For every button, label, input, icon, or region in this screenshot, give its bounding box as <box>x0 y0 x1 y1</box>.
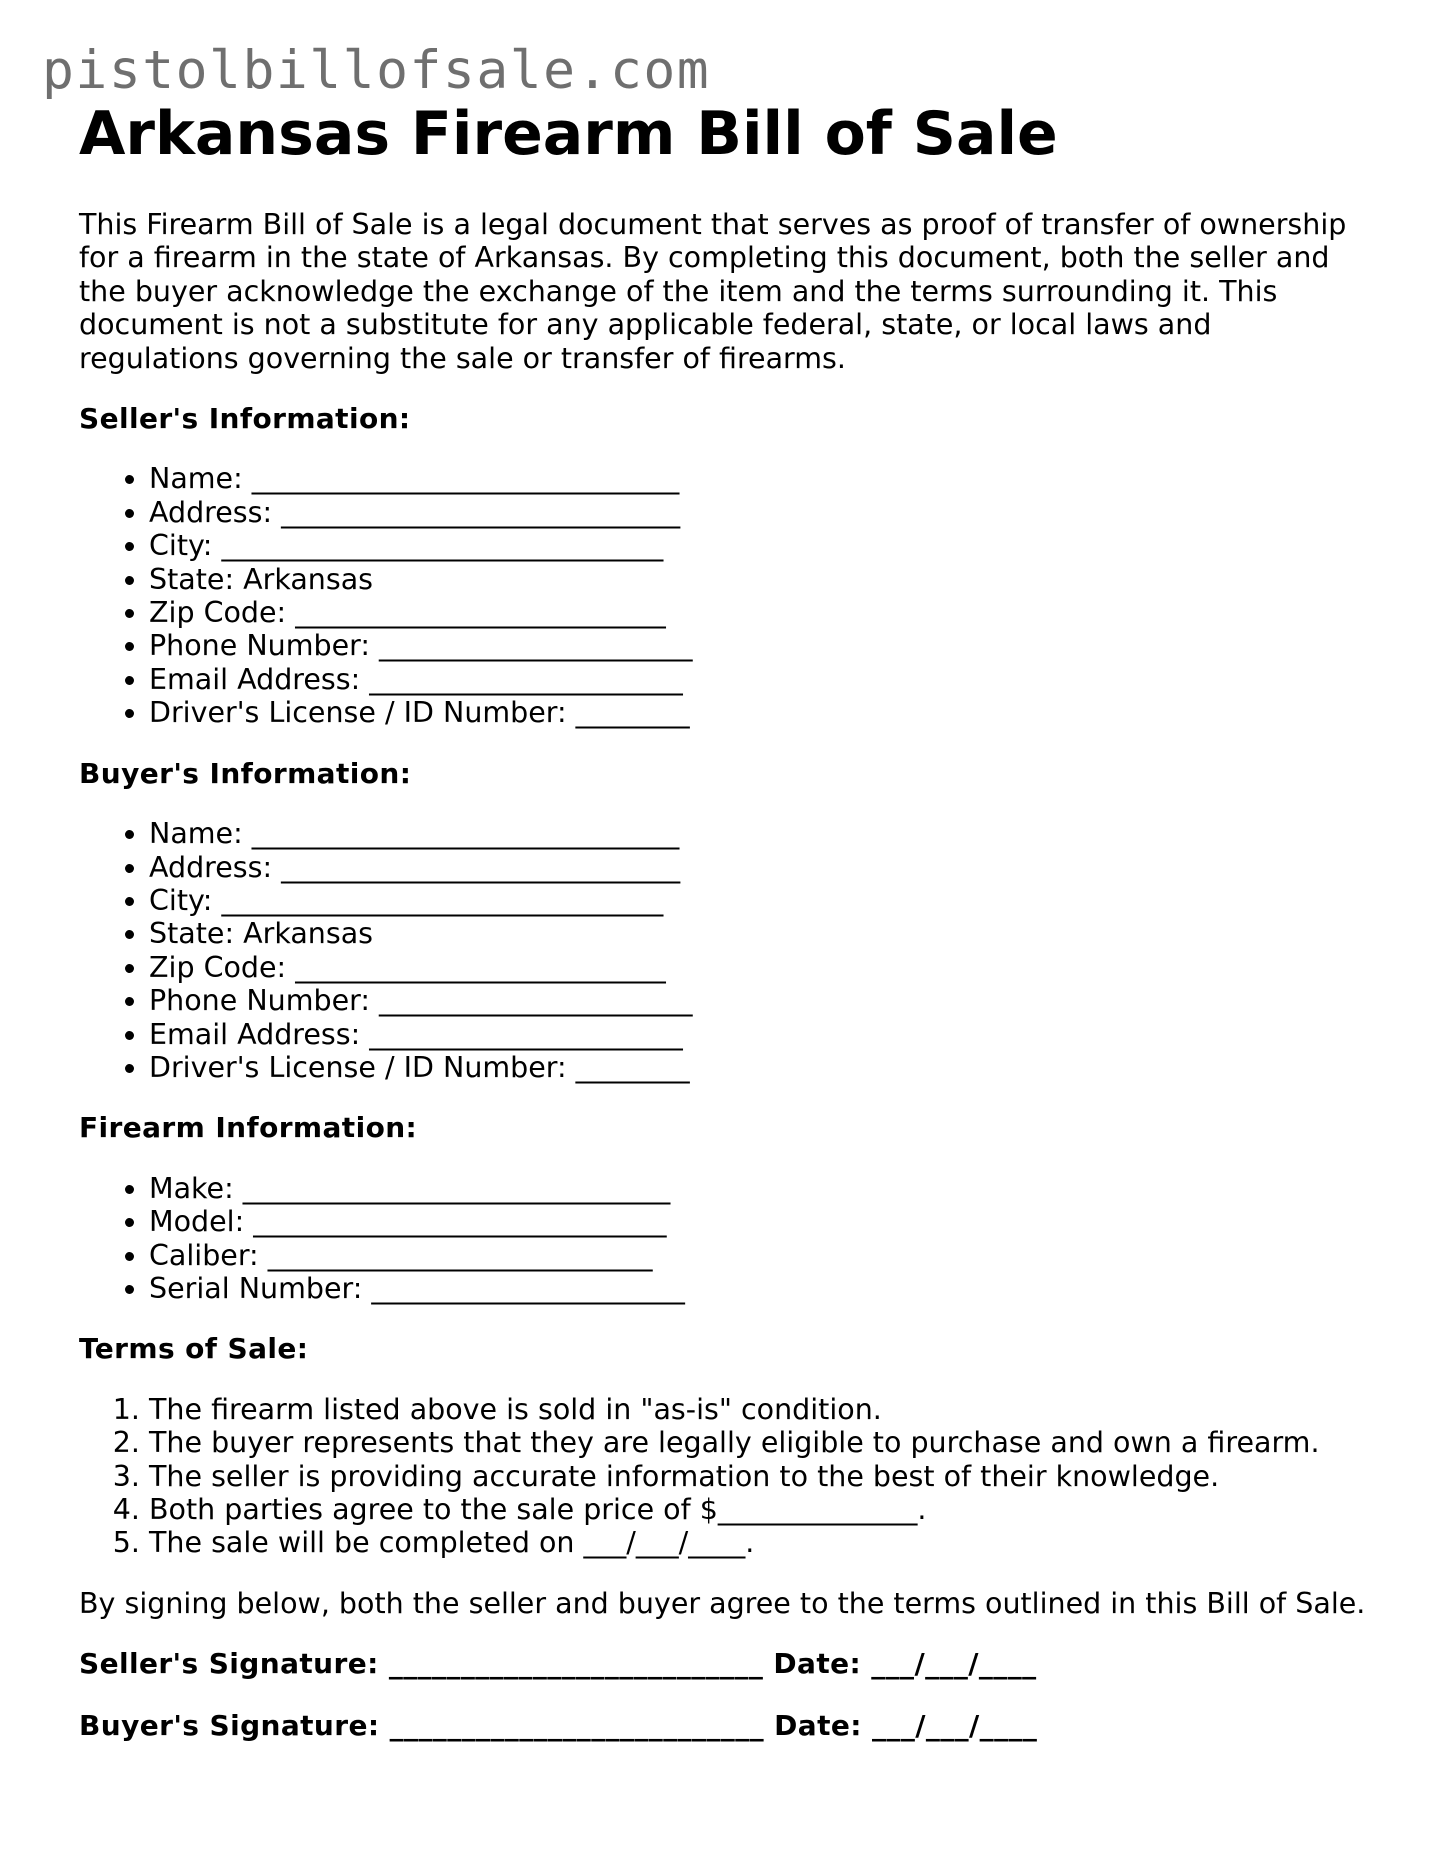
firearm-info-heading: Firearm Information: <box>79 1111 418 1145</box>
term-item: 3. The seller is providing accurate information to the best of their knowledge. <box>149 1460 1369 1493</box>
document-title: Arkansas Firearm Bill of Sale <box>79 99 1058 169</box>
buyer-info-heading: Buyer's Information: <box>79 756 412 790</box>
document-body <box>79 96 1369 1742</box>
seller-phone-field: • Phone Number: ______________________ <box>149 629 1369 662</box>
buyer-state-field: • State: Arkansas <box>149 917 1369 950</box>
firearm-make-field: • Make: ______________________________ <box>149 1172 1369 1205</box>
seller-email-field: • Email Address: ______________________ <box>149 663 1369 696</box>
seller-state-field: • State: Arkansas <box>149 563 1369 596</box>
terms-heading: Terms of Sale: <box>79 1332 309 1366</box>
term-item: 4. Both parties agree to the sale price of $______________. <box>149 1493 1369 1526</box>
term-item: 5. The sale will be completed on ___/___/____. <box>149 1526 1369 1559</box>
seller-city-field: • City: _______________________________ <box>149 529 1369 562</box>
seller-name-field: • Name: ______________________________ <box>149 462 1369 495</box>
seller-license-field: • Driver's License / ID Number: ________ <box>149 696 1369 729</box>
buyer-address-field: • Address: ____________________________ <box>149 851 1369 884</box>
seller-zip-field: • Zip Code: __________________________ <box>149 596 1369 629</box>
buyer-name-field: • Name: ______________________________ <box>149 817 1369 850</box>
firearm-serial-field: • Serial Number: ______________________ <box>149 1272 1369 1305</box>
seller-info-heading: Seller's Information: <box>79 402 411 436</box>
terms-list <box>79 1393 1369 1560</box>
firearm-info-list <box>79 1172 1369 1306</box>
buyer-info-list <box>79 817 1369 1084</box>
intro-paragraph: This Firearm Bill of Sale is a legal document that serves as proof of transfer of ownership for a firearm in the state of Arkansas. By completing this document, both the seller and the buyer acknowledge the exchange of the item and the terms surrounding it. This document is not a substitute for any applicable federal, state, or local laws and regulations governing the sale or transfer of firearms. <box>79 208 1347 375</box>
buyer-zip-field: • Zip Code: __________________________ <box>149 951 1369 984</box>
term-item: 1. The firearm listed above is sold in "as-is" condition. <box>149 1393 1369 1426</box>
seller-signature-line: Seller's Signature: __________________________ Date: ___/___/____ <box>79 1647 1037 1681</box>
term-item: 2. The buyer represents that they are legally eligible to purchase and own a firearm. <box>149 1426 1369 1459</box>
watermark: pistolbillofsale.com <box>42 40 711 101</box>
firearm-model-field: • Model: _____________________________ <box>149 1205 1369 1238</box>
buyer-signature-line: Buyer's Signature: __________________________ Date: ___/___/____ <box>79 1708 1038 1742</box>
buyer-phone-field: • Phone Number: ______________________ <box>149 984 1369 1017</box>
firearm-caliber-field: • Caliber: ___________________________ <box>149 1239 1369 1272</box>
buyer-email-field: • Email Address: ______________________ <box>149 1018 1369 1051</box>
closing-statement: By signing below, both the seller and buyer agree to the terms outlined in this Bill of Sale. <box>79 1586 1366 1620</box>
buyer-city-field: • City: _______________________________ <box>149 884 1369 917</box>
buyer-license-field: • Driver's License / ID Number: ________ <box>149 1051 1369 1084</box>
seller-address-field: • Address: ____________________________ <box>149 496 1369 529</box>
seller-info-list <box>79 462 1369 729</box>
